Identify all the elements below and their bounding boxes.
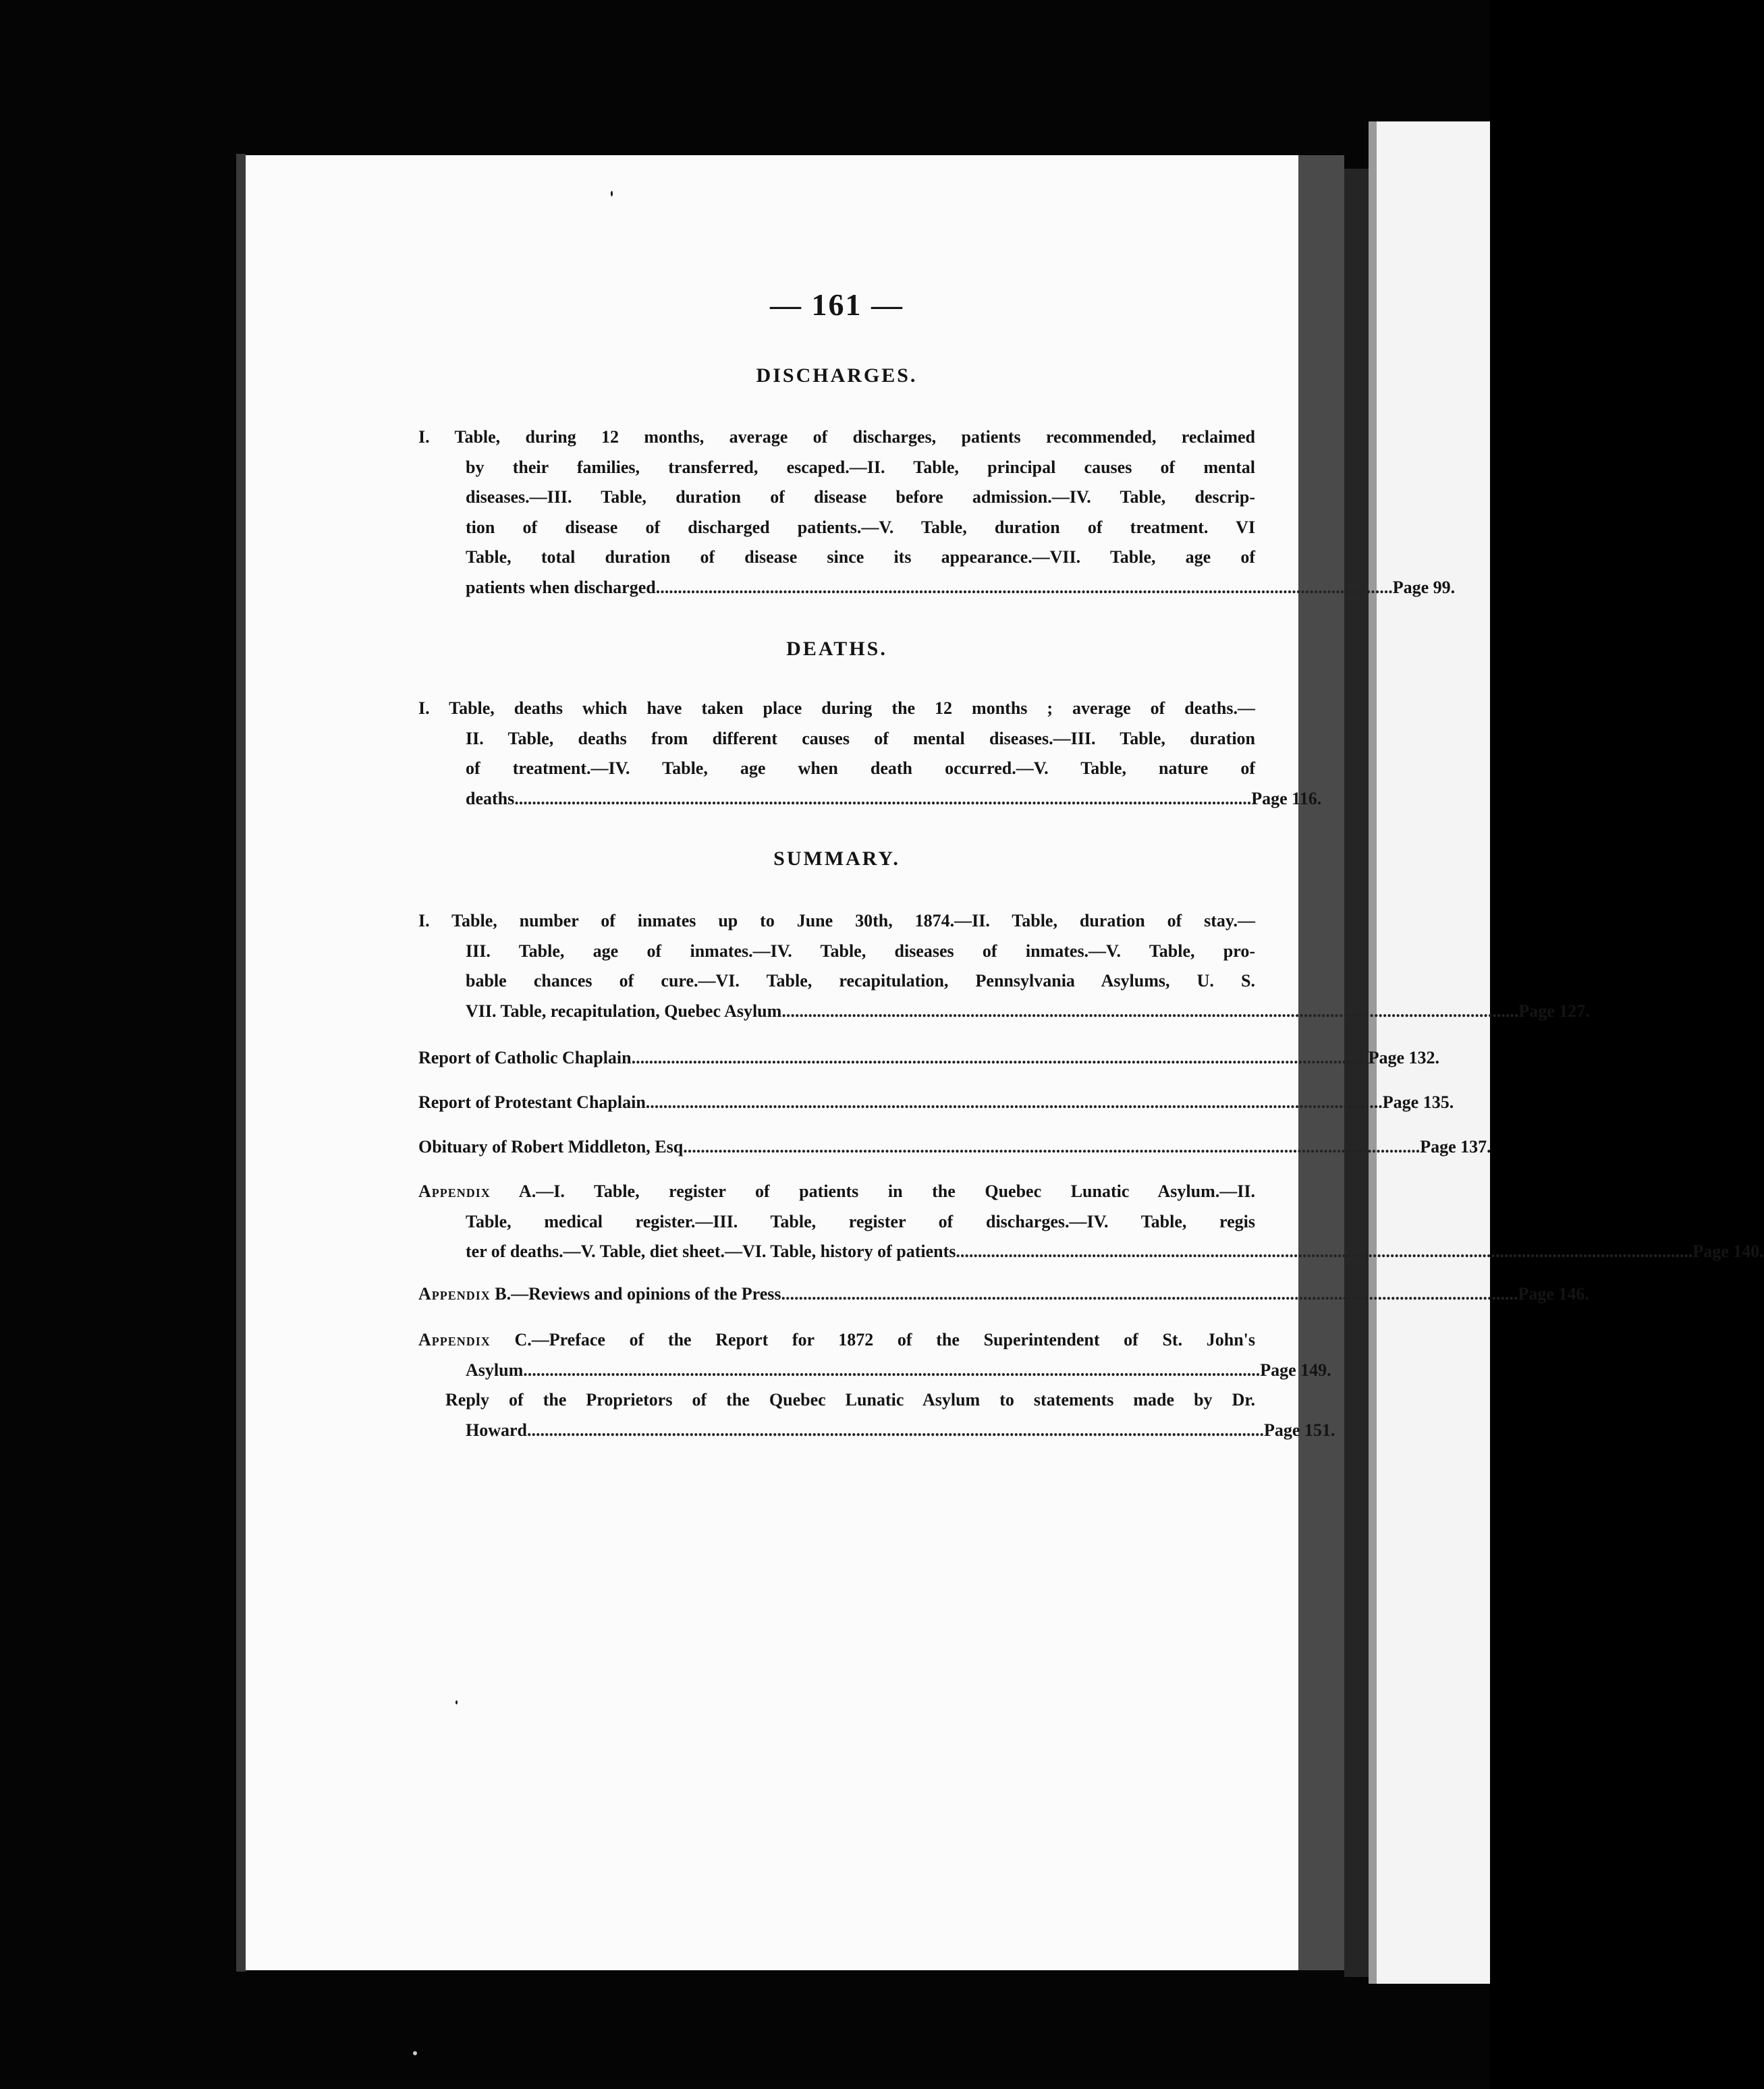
summary-entry xyxy=(418,906,1590,1026)
entry-line: I. Table, deaths which have taken place during the 12 months ; average of deaths.— xyxy=(418,698,1255,718)
toc-label: Report of Protestant Chaplain xyxy=(418,1092,646,1112)
toc-label: Obituary of Robert Middleton, Esq xyxy=(418,1137,684,1157)
appendix-prefix: Appendix xyxy=(418,1284,491,1304)
leader-dots: ........................................................................................................................................................................ xyxy=(683,1137,1421,1157)
leader-dots: ........................................................................................................................................................................ xyxy=(645,1092,1383,1112)
entry-line: of treatment.—IV. Table, age when death occurred.—V. Table, nature of xyxy=(466,758,1255,778)
toc-label: patients when discharged xyxy=(466,577,656,597)
appendix-b xyxy=(418,1279,1589,1310)
toc-page: Page 99. xyxy=(1392,577,1456,597)
entry-line: I. Table, number of inmates up to June 30th, 1874.—II. Table, duration of stay.— xyxy=(418,911,1255,930)
toc-page: Page 116. xyxy=(1251,788,1322,808)
toc-page: Page 146. xyxy=(1518,1284,1589,1304)
toc-label: ter of deaths.—V. Table, diet sheet.—VI. Table, history of patients xyxy=(466,1242,956,1261)
entry-line xyxy=(418,1177,1255,1207)
deaths-entry xyxy=(418,694,1322,814)
heading-discharges: DISCHARGES. xyxy=(756,364,918,387)
toc-label: VII. Table, recapitulation, Quebec Asylum xyxy=(466,1001,782,1021)
appendix-c xyxy=(418,1325,1331,1385)
entry-line: III. Table, age of inmates.—IV. Table, diseases of inmates.—V. Table, pro- xyxy=(466,941,1255,961)
page-binding-shadow xyxy=(236,154,246,1972)
toc-label: Asylum xyxy=(466,1360,524,1380)
toc-page: Page 127. xyxy=(1518,1001,1590,1021)
toc-page: Page 135. xyxy=(1382,1092,1454,1112)
leader-dots: ........................................................................................................................................................................ xyxy=(523,1360,1261,1380)
entry-line: Reply of the Proprietors of the Quebec Lunatic Asylum to statements made by Dr. xyxy=(445,1390,1255,1410)
toc-page: Page 132. xyxy=(1368,1048,1440,1067)
scan-speck xyxy=(456,1700,458,1704)
entry-line: Table, total duration of disease since its appearance.—VII. Table, age of xyxy=(466,547,1255,567)
entry-line xyxy=(418,1325,1255,1356)
toc-line xyxy=(418,1132,1491,1163)
toc-label: Report of Catholic Chaplain xyxy=(418,1048,632,1067)
entry-line: I. Table, during 12 months, average of discharges, patients recommended, reclaimed xyxy=(418,427,1255,447)
entry-text: B.—Reviews and opinions of the Press xyxy=(495,1284,781,1304)
page-number: — 161 — xyxy=(770,287,904,322)
appendix-a xyxy=(418,1177,1764,1267)
toc-page: Page 137. xyxy=(1420,1137,1491,1157)
toc-line xyxy=(418,997,1590,1027)
entry-line: Table, medical register.—III. Table, register of discharges.—IV. Table, regis xyxy=(466,1211,1255,1231)
toc-line xyxy=(418,1279,1589,1310)
report-protestant xyxy=(418,1088,1454,1118)
entry-line: tion of disease of discharged patients.—V. Table, duration of treatment. VI xyxy=(466,517,1255,537)
entry-text: C.—Preface of the Report for 1872 of the Superintendent of St. John's xyxy=(514,1330,1256,1349)
toc-line xyxy=(418,1416,1335,1446)
entry-text: A.—I. Table, register of patients in the Quebec Lunatic Asylum.—II. xyxy=(518,1181,1255,1201)
entry-line: II. Table, deaths from different causes of mental diseases.—III. Table, duration xyxy=(466,728,1255,748)
scan-speck xyxy=(611,191,613,196)
heading-deaths: DEATHS. xyxy=(786,638,887,660)
scan-speck xyxy=(413,2051,417,2055)
toc-page: Page 140. xyxy=(1692,1242,1764,1261)
toc-line xyxy=(418,784,1322,814)
entry-line: diseases.—III. Table, duration of disease before admission.—IV. Table, descrip- xyxy=(466,487,1255,507)
leader-dots: ........................................................................................................................................................................ xyxy=(514,788,1252,808)
obituary xyxy=(418,1132,1491,1163)
toc-page: Page 151. xyxy=(1264,1420,1335,1440)
toc-line xyxy=(418,1356,1331,1386)
leader-dots: ........................................................................................................................................................................ xyxy=(655,577,1393,597)
appendix-prefix: Appendix xyxy=(418,1330,491,1349)
toc-label: deaths xyxy=(466,788,515,808)
discharges-entry xyxy=(418,422,1456,603)
leader-dots: ........................................................................................................................................................................ xyxy=(781,1284,1518,1304)
toc-label: Howard xyxy=(466,1420,527,1440)
heading-summary: SUMMARY. xyxy=(773,847,900,870)
appendix-prefix: Appendix xyxy=(418,1181,491,1201)
entry-line: by their families, transferred, escaped.—II. Table, principal causes of mental xyxy=(466,457,1255,477)
leader-dots: ........................................................................................................................................................................ xyxy=(956,1242,1693,1261)
toc-line xyxy=(418,1237,1764,1267)
toc-line xyxy=(418,1043,1440,1074)
report-catholic xyxy=(418,1043,1440,1074)
leader-dots: ........................................................................................................................................................................ xyxy=(631,1048,1369,1067)
toc-label xyxy=(418,1279,781,1310)
leader-dots: ........................................................................................................................................................................ xyxy=(781,1001,1519,1021)
toc-line xyxy=(418,573,1456,603)
reply-entry xyxy=(418,1385,1335,1445)
toc-page: Page 149. xyxy=(1260,1360,1331,1380)
leader-dots: ........................................................................................................................................................................ xyxy=(527,1420,1264,1440)
toc-line xyxy=(418,1088,1454,1118)
entry-line: bable chances of cure.—VI. Table, recapitulation, Pennsylvania Asylums, U. S. xyxy=(466,971,1255,991)
